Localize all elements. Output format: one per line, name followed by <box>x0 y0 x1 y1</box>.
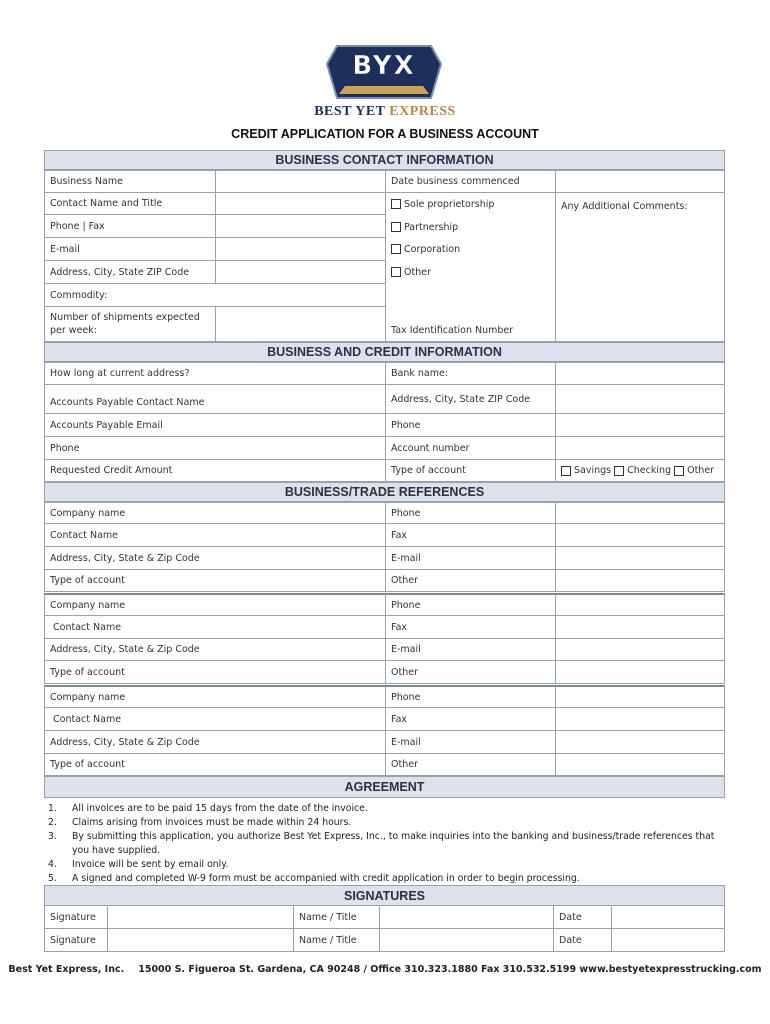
ref3-fax-label: Fax <box>385 707 556 731</box>
ref2-other-field[interactable] <box>555 660 725 684</box>
ref1-company[interactable]: Company name <box>44 502 386 524</box>
ref3-type[interactable]: Type of account <box>44 753 386 776</box>
label-bank-name: Bank name: <box>385 362 556 385</box>
label-shipments: Number of shipments expected per week: <box>44 306 216 342</box>
ref3-email-field[interactable] <box>555 730 725 754</box>
field-signature-1[interactable] <box>107 905 294 929</box>
field-shipments[interactable] <box>215 306 386 342</box>
ref2-address[interactable]: Address, City, State & Zip Code <box>44 638 386 661</box>
ref3-email-label: E-mail <box>385 730 556 754</box>
field-email[interactable] <box>215 237 386 261</box>
ref1-email-label: E-mail <box>385 546 556 570</box>
ref3-phone-field[interactable] <box>555 685 725 708</box>
ref1-contact[interactable]: Contact Name <box>44 523 386 547</box>
field-date-1[interactable] <box>611 905 725 929</box>
label-commodity: Commodity: <box>44 283 386 307</box>
label-tax-id: Tax Identification Number <box>391 324 514 336</box>
field-signature-2[interactable] <box>107 928 294 952</box>
label-bank-phone: Phone <box>385 413 556 437</box>
label-name-title-2: Name / Title <box>293 928 380 952</box>
ref3-company[interactable]: Company name <box>44 685 386 708</box>
ref3-fax-field[interactable] <box>555 707 725 731</box>
ref2-other-label: Other <box>385 660 556 684</box>
label-name-title-1: Name / Title <box>293 905 380 929</box>
ref2-email-field[interactable] <box>555 638 725 661</box>
label-requested-credit[interactable]: Requested Credit Amount <box>44 459 386 482</box>
ref2-phone-label: Phone <box>385 593 556 616</box>
checkbox-icon[interactable] <box>391 244 401 254</box>
field-bank-phone[interactable] <box>555 413 725 437</box>
label-signature-2: Signature <box>44 928 108 952</box>
ref2-fax-label: Fax <box>385 615 556 639</box>
label-date-2: Date <box>553 928 612 952</box>
ref2-email-label: E-mail <box>385 638 556 661</box>
label-date-1: Date <box>553 905 612 929</box>
ref2-company[interactable]: Company name <box>44 593 386 616</box>
field-bank-name[interactable] <box>555 362 725 385</box>
checkbox-icon[interactable] <box>391 199 401 209</box>
ref1-type[interactable]: Type of account <box>44 569 386 592</box>
label-contact-name: Contact Name and Title <box>44 192 216 215</box>
agreement-item: 1. All invoices are to be paid 15 days from the date of the invoice. <box>48 803 368 814</box>
field-name-title-2[interactable] <box>379 928 554 952</box>
ref1-phone-label: Phone <box>385 502 556 524</box>
account-type-options <box>555 459 725 482</box>
section-trade-references: BUSINESS/TRADE REFERENCES <box>44 482 725 502</box>
checkbox-icon[interactable] <box>674 466 684 476</box>
field-contact-name[interactable] <box>215 192 386 215</box>
option-other[interactable]: Other <box>687 465 715 476</box>
ref1-other-label: Other <box>385 569 556 592</box>
ref3-address[interactable]: Address, City, State & Zip Code <box>44 730 386 754</box>
section-signatures: SIGNATURES <box>44 885 725 906</box>
option-other[interactable]: Other <box>386 262 555 282</box>
field-bank-address[interactable] <box>555 384 725 414</box>
label-phone-fax: Phone | Fax <box>44 214 216 238</box>
ref1-address[interactable]: Address, City, State & Zip Code <box>44 546 386 570</box>
checkbox-icon[interactable] <box>561 466 571 476</box>
checkbox-icon[interactable] <box>391 267 401 277</box>
option-checking[interactable]: Checking <box>627 465 672 476</box>
label-phone[interactable]: Phone <box>44 436 386 460</box>
field-business-name[interactable] <box>215 170 386 193</box>
option-partnership[interactable]: Partnership <box>386 217 555 237</box>
option-savings[interactable]: Savings <box>574 465 612 476</box>
ref2-fax-field[interactable] <box>555 615 725 639</box>
checkbox-icon[interactable] <box>391 222 401 232</box>
agreement-item: 2. Claims arising from invoices must be made within 24 hours. <box>48 817 352 828</box>
label-address: Address, City, State ZIP Code <box>44 260 216 284</box>
document-title: CREDIT APPLICATION FOR A BUSINESS ACCOUNT <box>231 127 539 141</box>
ref3-other-field[interactable] <box>555 753 725 776</box>
byx-logo <box>323 42 445 102</box>
ref1-other-field[interactable] <box>555 569 725 592</box>
field-address[interactable] <box>215 260 386 284</box>
ref2-type[interactable]: Type of account <box>44 660 386 684</box>
ref3-other-label: Other <box>385 753 556 776</box>
ref1-phone-field[interactable] <box>555 502 725 524</box>
section-business-contact: BUSINESS CONTACT INFORMATION <box>44 150 725 170</box>
field-account-number[interactable] <box>555 436 725 460</box>
agreement-item: 3. By submitting this application, you authorize Best Yet Express, Inc., to make inquiries into the banking and business/trade references that you have supplied. <box>48 831 715 856</box>
ref3-phone-label: Phone <box>385 685 556 708</box>
checkbox-icon[interactable] <box>614 466 624 476</box>
agreement-item: 5. A signed and completed W-9 form must be accompanied with credit application in order to begin processing. <box>48 873 580 884</box>
brand-name: BEST YET EXPRESS <box>314 104 456 119</box>
ref1-email-field[interactable] <box>555 546 725 570</box>
ref1-fax-field[interactable] <box>555 523 725 547</box>
svg-text:BYX: BYX <box>352 51 416 81</box>
field-name-title-1[interactable] <box>379 905 554 929</box>
label-bank-address: Address, City, State ZIP Code <box>385 384 556 414</box>
option-corporation[interactable]: Corporation <box>386 239 555 259</box>
label-date-commenced: Date business commenced <box>385 170 556 193</box>
section-business-credit: BUSINESS AND CREDIT INFORMATION <box>44 342 725 362</box>
label-account-number: Account number <box>385 436 556 460</box>
label-how-long[interactable]: How long at current address? <box>44 362 386 385</box>
ref2-phone-field[interactable] <box>555 593 725 616</box>
field-additional-comments[interactable]: Any Additional Comments: <box>555 192 725 342</box>
field-phone-fax[interactable] <box>215 214 386 238</box>
section-agreement: AGREEMENT <box>44 776 725 798</box>
field-date-commenced[interactable] <box>555 170 725 193</box>
field-date-2[interactable] <box>611 928 725 952</box>
footer-address: 15000 S. Figueroa St. Gardena, CA 90248 / Office 310.323.1880 Fax 310.532.5199 www.bestyetexpresstrucking.com <box>138 964 762 975</box>
ref2-contact[interactable]: Contact Name <box>44 615 386 639</box>
label-ap-email[interactable]: Accounts Payable Email <box>44 413 386 437</box>
label-ap-contact[interactable]: Accounts Payable Contact Name <box>44 384 386 414</box>
ref3-contact[interactable]: Contact Name <box>44 707 386 731</box>
agreement-list <box>48 802 728 886</box>
label-business-name: Business Name <box>44 170 216 193</box>
label-email: E-mail <box>44 237 216 261</box>
label-account-type: Type of account <box>385 459 556 482</box>
agreement-item: 4. Invoice will be sent by email only. <box>48 859 229 870</box>
option-sole-proprietorship[interactable]: Sole proprietorship <box>386 194 555 214</box>
label-signature-1: Signature <box>44 905 108 929</box>
footer-company: Best Yet Express, Inc. <box>8 964 125 975</box>
footer <box>0 964 770 975</box>
ref1-fax-label: Fax <box>385 523 556 547</box>
